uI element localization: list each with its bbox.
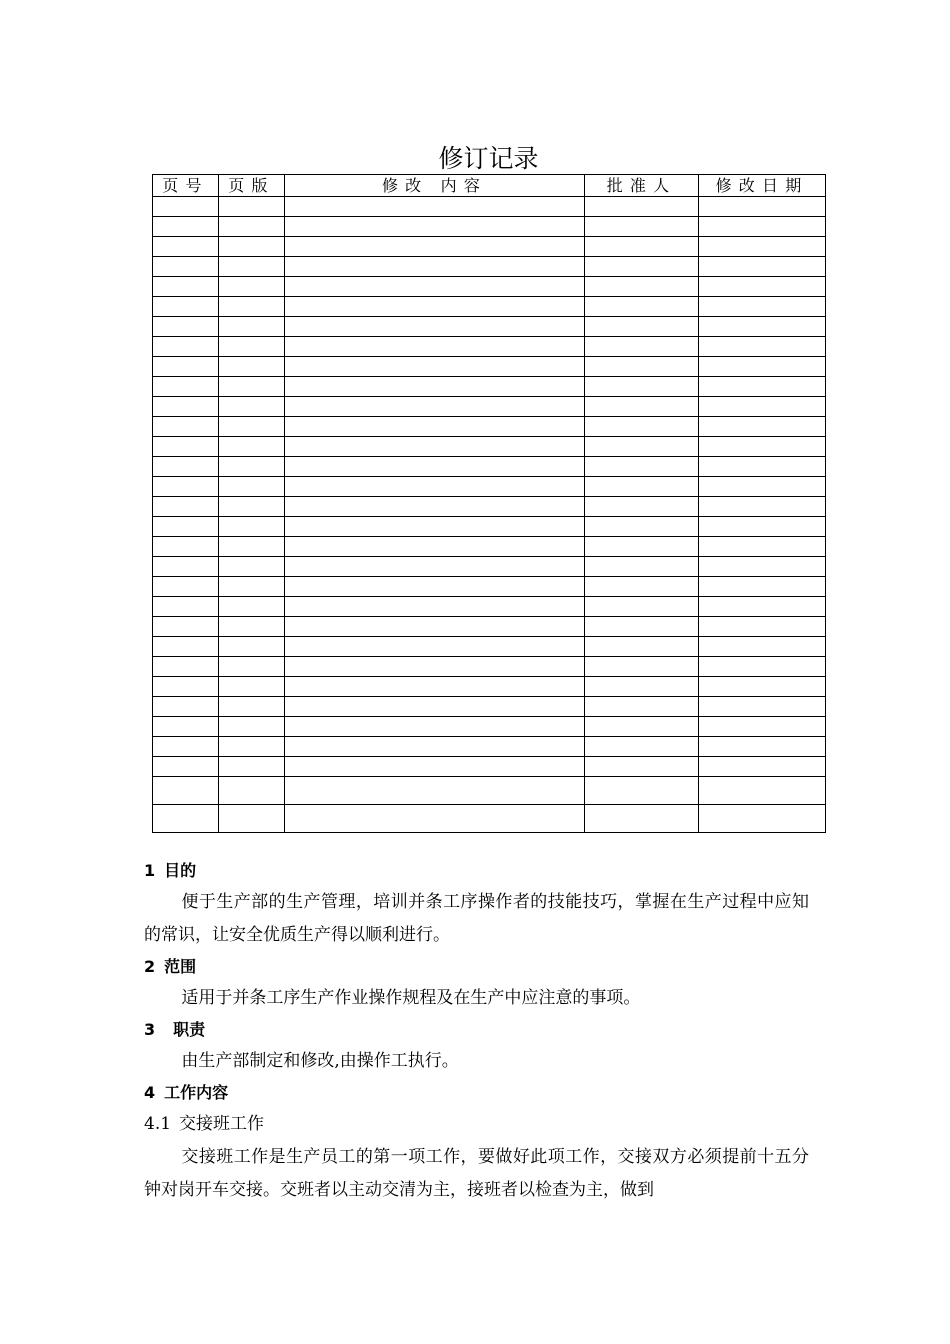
- table-cell: [219, 437, 285, 457]
- table-cell: [285, 217, 585, 237]
- table-cell: [585, 337, 699, 357]
- table-cell: [585, 617, 699, 637]
- table-cell: [153, 757, 219, 777]
- subsection-heading-shift-handover: 4.1 交接班工作: [144, 1114, 265, 1134]
- table-cell: [285, 277, 585, 297]
- table-cell: [585, 357, 699, 377]
- table-cell: [585, 297, 699, 317]
- table-cell: [699, 257, 826, 277]
- section-paragraph-responsibility: 由生产部制定和修改,由操作工执行。: [181, 1051, 459, 1071]
- table-cell: [153, 497, 219, 517]
- table-cell: [153, 805, 219, 833]
- page-title: 修订记录: [438, 144, 539, 173]
- table-row: [153, 697, 826, 717]
- table-cell: [285, 737, 585, 757]
- table-cell: [153, 257, 219, 277]
- table-cell: [285, 577, 585, 597]
- table-cell: [153, 197, 219, 217]
- header-revision-date: 修改日期: [699, 175, 826, 197]
- table-cell: [285, 777, 585, 805]
- table-cell: [153, 537, 219, 557]
- table-cell: [285, 805, 585, 833]
- table-cell: [219, 257, 285, 277]
- table-cell: [585, 417, 699, 437]
- table-cell: [699, 637, 826, 657]
- header-page-version: 页版: [219, 175, 285, 197]
- table-cell: [699, 557, 826, 577]
- table-row: [153, 717, 826, 737]
- table-cell: [153, 397, 219, 417]
- table-cell: [585, 677, 699, 697]
- table-cell: [699, 277, 826, 297]
- table-cell: [219, 657, 285, 677]
- table-cell: [219, 557, 285, 577]
- section-heading-work-content: 4 工作内容: [144, 1083, 229, 1102]
- table-cell: [585, 377, 699, 397]
- table-cell: [585, 457, 699, 477]
- table-cell: [699, 805, 826, 833]
- table-cell: [585, 277, 699, 297]
- table-cell: [699, 237, 826, 257]
- table-cell: [699, 317, 826, 337]
- table-cell: [285, 537, 585, 557]
- table-row: [153, 357, 826, 377]
- table-cell: [285, 717, 585, 737]
- table-cell: [153, 217, 219, 237]
- table-cell: [585, 397, 699, 417]
- table-row: [153, 497, 826, 517]
- table-cell: [699, 717, 826, 737]
- table-cell: [285, 697, 585, 717]
- table-cell: [153, 317, 219, 337]
- table-cell: [219, 777, 285, 805]
- table-cell: [699, 417, 826, 437]
- table-cell: [153, 637, 219, 657]
- table-row: [153, 805, 826, 833]
- table-cell: [585, 437, 699, 457]
- table-cell: [585, 697, 699, 717]
- section-paragraph-purpose: 便于生产部的生产管理，培训并条工序操作者的技能技巧，掌握在生产过程中应知的常识，让安全优质生产得以顺利进行。: [144, 892, 809, 945]
- table-row: [153, 397, 826, 417]
- table-cell: [585, 317, 699, 337]
- table-cell: [153, 517, 219, 537]
- table-cell: [219, 237, 285, 257]
- table-cell: [585, 757, 699, 777]
- table-cell: [219, 597, 285, 617]
- table-cell: [585, 717, 699, 737]
- table-cell: [285, 257, 585, 277]
- table-row: [153, 617, 826, 637]
- table-cell: [153, 297, 219, 317]
- table-cell: [153, 417, 219, 437]
- table-cell: [153, 717, 219, 737]
- table-row: [153, 557, 826, 577]
- table-cell: [585, 577, 699, 597]
- table-cell: [219, 717, 285, 737]
- table-cell: [153, 477, 219, 497]
- table-row: [153, 197, 826, 217]
- header-revision-content: 修改 内容: [285, 175, 585, 197]
- table-row: [153, 277, 826, 297]
- table-cell: [699, 377, 826, 397]
- section-heading-purpose: 1 目的: [144, 861, 197, 880]
- table-row: [153, 457, 826, 477]
- table-cell: [219, 357, 285, 377]
- table-cell: [585, 197, 699, 217]
- table-cell: [285, 357, 585, 377]
- table-row: [153, 337, 826, 357]
- table-cell: [585, 537, 699, 557]
- table-cell: [285, 237, 585, 257]
- table-cell: [285, 317, 585, 337]
- header-approver: 批准人: [585, 175, 699, 197]
- table-cell: [285, 557, 585, 577]
- section-heading-scope: 2 范围: [144, 957, 197, 976]
- table-cell: [153, 597, 219, 617]
- table-cell: [219, 737, 285, 757]
- table-cell: [219, 297, 285, 317]
- table-row: [153, 417, 826, 437]
- table-row: [153, 217, 826, 237]
- table-cell: [219, 497, 285, 517]
- table-cell: [285, 757, 585, 777]
- table-cell: [285, 297, 585, 317]
- table-cell: [585, 737, 699, 757]
- table-cell: [699, 617, 826, 637]
- table-cell: [285, 457, 585, 477]
- table-cell: [219, 337, 285, 357]
- table-cell: [285, 597, 585, 617]
- table-cell: [153, 677, 219, 697]
- table-cell: [153, 697, 219, 717]
- table-cell: [153, 277, 219, 297]
- table-cell: [153, 657, 219, 677]
- table-cell: [285, 657, 585, 677]
- table-cell: [699, 697, 826, 717]
- table-cell: [219, 217, 285, 237]
- table-row: [153, 317, 826, 337]
- table-cell: [699, 397, 826, 417]
- table-cell: [285, 617, 585, 637]
- table-cell: [285, 437, 585, 457]
- table-row: [153, 377, 826, 397]
- table-cell: [699, 197, 826, 217]
- table-row: [153, 297, 826, 317]
- table-cell: [699, 297, 826, 317]
- table-cell: [219, 397, 285, 417]
- table-cell: [585, 497, 699, 517]
- table-cell: [699, 737, 826, 757]
- table-cell: [219, 277, 285, 297]
- table-cell: [585, 517, 699, 537]
- table-cell: [219, 757, 285, 777]
- section-heading-responsibility: 3 职责: [144, 1020, 206, 1039]
- table-cell: [699, 757, 826, 777]
- table-cell: [219, 457, 285, 477]
- table-cell: [153, 617, 219, 637]
- table-cell: [153, 337, 219, 357]
- table-cell: [585, 257, 699, 277]
- table-cell: [219, 417, 285, 437]
- table-cell: [219, 677, 285, 697]
- table-cell: [219, 805, 285, 833]
- table-row: [153, 637, 826, 657]
- table-cell: [285, 497, 585, 517]
- table-cell: [219, 637, 285, 657]
- table-row: [153, 477, 826, 497]
- table-cell: [153, 737, 219, 757]
- table-cell: [153, 777, 219, 805]
- table-cell: [219, 377, 285, 397]
- table-cell: [153, 237, 219, 257]
- table-row: [153, 237, 826, 257]
- table-cell: [585, 557, 699, 577]
- document-body: [144, 856, 809, 1207]
- table-cell: [585, 637, 699, 657]
- table-cell: [699, 337, 826, 357]
- table-cell: [285, 517, 585, 537]
- table-cell: [699, 517, 826, 537]
- table-cell: [699, 477, 826, 497]
- subsection-paragraph-shift-handover: 交接班工作是生产员工的第一项工作，要做好此项工作，交接双方必须提前十五分钟对岗开车交接。交班者以主动交清为主，接班者以检查为主，做到: [144, 1147, 809, 1200]
- table-row: [153, 537, 826, 557]
- table-cell: [219, 517, 285, 537]
- table-cell: [153, 357, 219, 377]
- table-cell: [153, 457, 219, 477]
- table-cell: [699, 577, 826, 597]
- table-cell: [285, 417, 585, 437]
- table-cell: [699, 777, 826, 805]
- section-paragraph-scope: 适用于并条工序生产作业操作规程及在生产中应注意的事项。: [181, 988, 641, 1008]
- table-cell: [219, 477, 285, 497]
- table-row: [153, 677, 826, 697]
- table-cell: [219, 577, 285, 597]
- table-cell: [699, 657, 826, 677]
- table-cell: [285, 637, 585, 657]
- table-row: [153, 737, 826, 757]
- table-cell: [585, 657, 699, 677]
- table-cell: [285, 197, 585, 217]
- table-row: [153, 257, 826, 277]
- table-cell: [585, 237, 699, 257]
- table-cell: [585, 597, 699, 617]
- table-cell: [285, 337, 585, 357]
- table-cell: [285, 377, 585, 397]
- table-cell: [219, 537, 285, 557]
- table-row: [153, 657, 826, 677]
- table-cell: [153, 377, 219, 397]
- revision-record-table: [152, 174, 826, 833]
- table-cell: [285, 397, 585, 417]
- table-cell: [585, 217, 699, 237]
- table-cell: [285, 477, 585, 497]
- header-page-number: 页号: [153, 175, 219, 197]
- table-cell: [699, 437, 826, 457]
- revision-record-body: [153, 197, 826, 833]
- table-cell: [699, 537, 826, 557]
- table-row: [153, 757, 826, 777]
- table-cell: [699, 217, 826, 237]
- table-cell: [585, 477, 699, 497]
- table-cell: [219, 317, 285, 337]
- table-row: [153, 597, 826, 617]
- table-header-row: [153, 175, 826, 197]
- table-row: [153, 517, 826, 537]
- table-row: [153, 577, 826, 597]
- table-cell: [699, 677, 826, 697]
- table-cell: [585, 805, 699, 833]
- table-cell: [153, 577, 219, 597]
- table-cell: [153, 557, 219, 577]
- table-cell: [219, 197, 285, 217]
- table-row: [153, 777, 826, 805]
- table-cell: [699, 457, 826, 477]
- table-cell: [219, 697, 285, 717]
- table-cell: [699, 597, 826, 617]
- table-cell: [153, 437, 219, 457]
- table-cell: [285, 677, 585, 697]
- table-row: [153, 437, 826, 457]
- table-cell: [699, 357, 826, 377]
- table-cell: [699, 497, 826, 517]
- table-cell: [219, 617, 285, 637]
- table-cell: [585, 777, 699, 805]
